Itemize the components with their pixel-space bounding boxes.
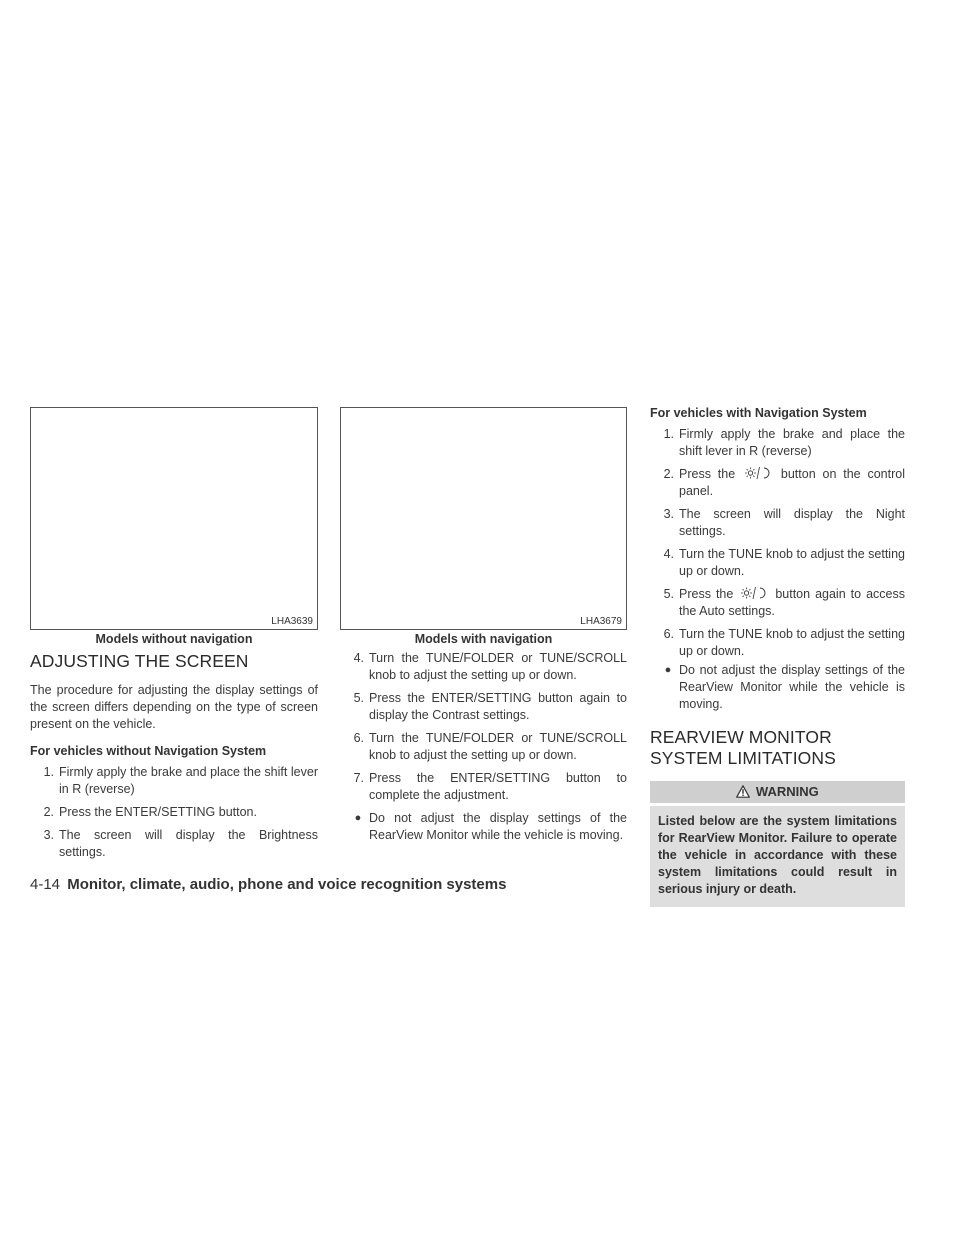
step-text: Firmly apply the brake and place the shift lever in R (reverse) (679, 427, 905, 458)
step-text: The screen will display the Night settings. (679, 507, 905, 538)
bullet-text: Do not adjust the display settings of the RearView Monitor while the vehicle is moving. (369, 811, 627, 842)
step-text: Press the ENTER/SETTING button to complete the adjustment. (369, 771, 627, 802)
warning-header (650, 781, 905, 803)
step-item (650, 506, 905, 540)
intro-paragraph: The procedure for adjusting the display settings of the screen differs depending on the type of screen present on the vehicle. (30, 683, 318, 731)
step-item (650, 626, 905, 660)
step-item (30, 827, 318, 861)
bullet-text: Do not adjust the display settings of the RearView Monitor while the vehicle is moving. (679, 663, 905, 711)
column-3 (650, 405, 905, 907)
step-item (340, 730, 627, 764)
chapter-title: Monitor, climate, audio, phone and voice recognition systems (67, 876, 507, 893)
step-number: 3. (43, 828, 54, 842)
step-item (340, 770, 627, 804)
column-2 (340, 650, 627, 844)
step-text-pre: Press the (679, 467, 736, 481)
step-text: Press the ENTER/SETTING button again to display the Contrast settings. (369, 691, 627, 722)
step-item (340, 690, 627, 724)
figure-caption: Models without navigation (95, 632, 253, 646)
step-item (30, 804, 318, 821)
step-number: 6. (663, 627, 674, 641)
section-heading: ADJUSTING THE SCREEN (30, 651, 249, 671)
warning-title: WARNING (755, 784, 819, 799)
figure-code: LHA3679 (580, 616, 622, 627)
step-number: 7. (353, 771, 364, 785)
warning-body: Listed below are the system limitations for RearView Monitor. Failure to operate the vehicle in accordance with these system limitations could result in serious injury or death. (650, 806, 905, 907)
page-footer (30, 876, 506, 893)
step-number: 1. (43, 765, 54, 779)
step-text: Press the ENTER/SETTING button. (59, 805, 257, 819)
bullet-icon: ● (664, 664, 672, 676)
step-text: Turn the TUNE/FOLDER or TUNE/SCROLL knob to adjust the setting up or down. (369, 731, 627, 762)
page-number: 4-14 (30, 876, 61, 893)
step-item (340, 650, 627, 684)
step-number: 2. (43, 805, 54, 819)
step-text-post: button on the control panel. (679, 467, 905, 498)
step-item (650, 546, 905, 580)
step-item (650, 466, 905, 500)
step-number: 4. (663, 547, 674, 561)
step-number: 5. (663, 587, 674, 601)
step-number: 3. (663, 507, 674, 521)
bullet-icon: ● (354, 812, 362, 824)
figure-code: LHA3639 (271, 616, 313, 627)
section-heading: REARVIEW MONITOR SYSTEM LIMITATIONS (650, 727, 836, 768)
step-number: 1. (663, 427, 674, 441)
figure-with-navigation (340, 407, 627, 630)
step-text: Turn the TUNE/FOLDER or TUNE/SCROLL knob to adjust the setting up or down. (369, 651, 627, 682)
step-number: 4. (353, 651, 364, 665)
step-text: The screen will display the Brightness settings. (59, 828, 318, 859)
subheading: For vehicles with Navigation System (650, 406, 867, 420)
day-night-icon (741, 586, 767, 600)
step-text-post: button again to access the Auto settings. (679, 587, 905, 618)
step-number: 2. (663, 467, 674, 481)
subheading: For vehicles without Navigation System (30, 744, 267, 758)
step-item (650, 426, 905, 460)
step-item (30, 764, 318, 798)
figure-caption: Models with navigation (414, 632, 553, 646)
step-number: 5. (353, 691, 364, 705)
step-number: 6. (353, 731, 364, 745)
step-text (679, 586, 905, 620)
bullet-item (340, 810, 627, 844)
step-text: Turn the TUNE knob to adjust the setting up or down. (679, 547, 905, 578)
step-item (650, 586, 905, 620)
warning-triangle-icon (736, 785, 750, 798)
step-text: Firmly apply the brake and place the shift lever in R (reverse) (59, 765, 318, 796)
bullet-item (650, 662, 905, 713)
day-night-icon (745, 466, 771, 480)
step-text-pre: Press the (679, 587, 734, 601)
figure-without-navigation (30, 407, 318, 630)
column-1 (30, 651, 318, 861)
step-text (679, 466, 905, 500)
step-text: Turn the TUNE knob to adjust the setting up or down. (679, 627, 905, 658)
